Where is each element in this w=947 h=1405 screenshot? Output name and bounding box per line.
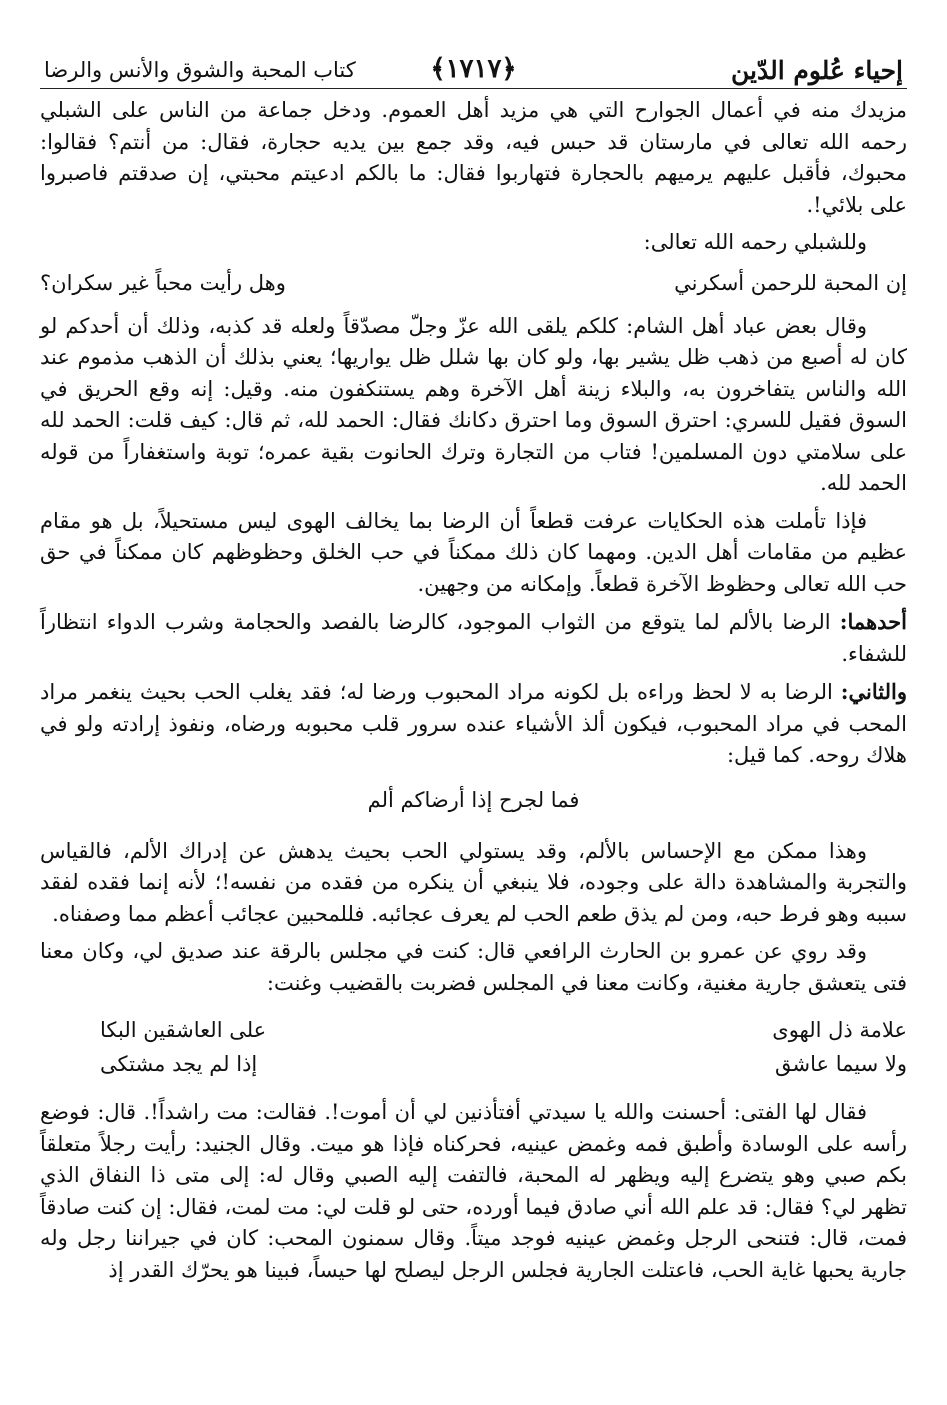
paragraph-6-text: الرضا به لا لحظ وراءه بل لكونه مراد المحبوب ورضا له؛ فقد يغلب الحب بحيث ينغمر مراد المحب في مراد المحبوب، فيكون ألذ الأشياء عنده سرور قلب محبوبه ورضاه، ونفوذ إرادته ولو في هلاك روحه. كما قيل: [40,680,907,767]
paragraph-9: فقال لها الفتى: أحسنت والله يا سيدتي أفتأذنين لي أن أموت!. فقالت: مت راشداً!. قال: فوضع رأسه على الوسادة وأطبق فمه وغمض عينيه، فحركناه فإذا هو ميت. وقال الجنيد: رأيت رجلاً متعلقاً بكم صبي وهو يتضرع إليه ويظهر له المحبة، فالتفت إليه الصبي وقال له: إلى متى ذا النفاق الذي تظهر لي؟ فقال: قد علم الله أني صادق فيما أورده، حتى لو قلت لي: مت لمت، فقال: إن كنت صادقاً فمت، قال: فتنحى الرجل وغمض عينيه فوجد ميتاً. وقال سمنون المحب: كان في جيراننا رجل وله جارية يحبها غاية الحب، فاعتلت الجارية فجلس الرجل ليصلح لها حيساً، فبينا هو يحرّك القدر إذ [40,1100,907,1282]
paragraph-4: فإذا تأملت هذه الحكايات عرفت قطعاً أن الرضا بما يخالف الهوى ليس مستحيلاً، بل هو مقام عظيم من مقامات أهل الدين. ومهما كان ذلك ممكناً في حب الخلق وحظوظهم كان ممكناً في حق حب الله تعالى وحظوظ الآخرة قطعاً. وإمكانه من وجهين. [40,508,907,596]
chapter-title: كتاب المحبة والشوق والأنس والرضا [44,58,356,82]
poem-verse-4 [40,1047,907,1081]
paragraph-6 [40,676,907,772]
page-number: ﴿١٧١٧﴾ [430,54,517,84]
verse-1-first-hemistich: إن المحبة للرحمن أسكرني [674,270,907,295]
poem-verses-3-4 [40,1013,907,1081]
verse-1-second-hemistich: وهل رأيت محباً غير سكران؟ [40,270,286,295]
verse-3-second-hemistich: على العاشقين البكا [100,1018,267,1042]
page-body [40,95,907,1286]
paragraph-6-lead: والثاني: [840,679,907,704]
paragraph-2: وللشبلي رحمه الله تعالى: [643,230,867,254]
paragraph-8: وقد روي عن عمرو بن الحارث الرافعي قال: كنت في مجلس بالرقة عند صديق لي، وكان معنا فتى يتعشق جارية مغنية، وكانت معنا في المجلس فضربت بالقضيب وغنت: [40,939,907,995]
book-title: إحياء عُلوم الدّين [731,56,903,85]
page-header [40,40,907,89]
paragraph-1: مزيدك منه في أعمال الجوارح التي هي مزيد أهل العموم. ودخل جماعة من الناس على الشبلي رحمه الله تعالى في مارستان قد حبس فيه، وقد جمع بين يديه حجارة، فقال: من أنتم؟ فقالوا: محبوك، فأقبل عليهم يرميهم بالحجارة فتهاربوا فقال: ما بالكم ادعيتم محبتي، إن صدقتم فاصبروا على بلائي!. [40,98,907,217]
paragraph-5-text: الرضا بالألم لما يتوقع من الثواب الموجود، كالرضا بالفصد والحجامة وشرب الدواء انتظاراً للشفاء. [40,610,907,666]
poem-verse-3 [40,1013,907,1047]
verse-2-text: فما لجرح إذا أرضاكم ألم [367,787,580,812]
paragraph-3: وقال بعض عباد أهل الشام: كلكم يلقى الله عزّ وجلّ مصدّقاً ولعله قد كذبه، وذلك أن أحدكم لو كان له أصبع من ذهب ظل يشير بها، ولو كان بها شلل ظل يواريها؛ يعني بذلك أن الذهب مذموم عند الله والناس يتفاخرون به، والبلاء زينة أهل الآخرة وهم يستنكفون منه. وقيل: إنه وقع الحريق في السوق فقيل للسري: احترق السوق وما احترق دكانك فقال: الحمد لله، ثم قال: كيف قلت: الحمد لله على سلامتي دون المسلمين! فتاب من التجارة وترك الحانوت بقية عمره؛ توبة واستغفاراً من قوله الحمد لله. [40,313,907,495]
paragraph-5-lead: أحدهما: [839,609,907,634]
paragraph-5 [40,606,907,670]
paragraph-7: وهذا ممكن مع الإحساس بالألم، وقد يستولي الحب بحيث يدهش عن إدراك الألم، فالقياس والتجربة والمشاهدة دالة على وجوده، فلا ينبغي أن ينكره من فقده من نفسه!؛ لأنه إنما فقده لفقد سببه وهو فرط حبه، ومن لم يذق طعم الحب لم يعرف عجائبه. فللمحبين عجائب أعظم مما وصفناه. [40,838,907,926]
poem-verse-2 [40,784,907,816]
verse-4-second-hemistich: إذا لم يجد مشتكى [100,1052,258,1076]
verse-3-first-hemistich: علامة ذل الهوى [772,1018,907,1042]
poem-verse-1 [40,267,907,299]
verse-4-first-hemistich: ولا سيما عاشق [775,1052,907,1076]
